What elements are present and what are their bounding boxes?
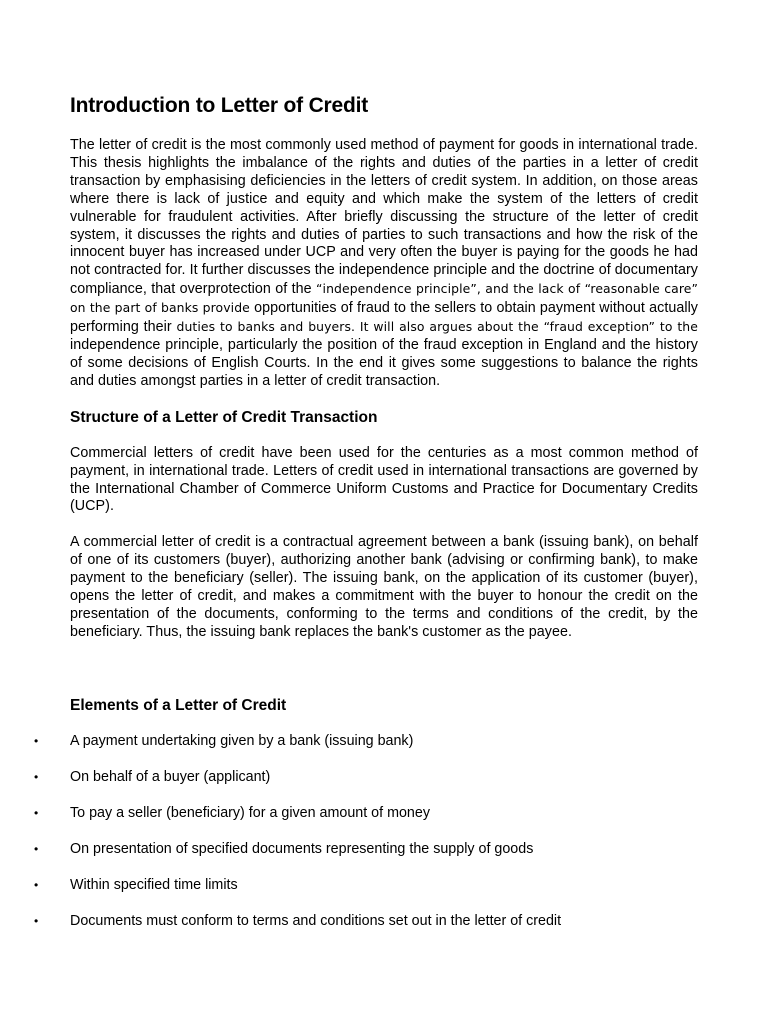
bullet-icon: • <box>34 841 39 856</box>
list-item <box>34 804 698 822</box>
list-item-text: To pay a seller (beneficiary) for a given amount of money <box>70 804 430 821</box>
bullet-icon: • <box>34 805 39 820</box>
intro-paragraph <box>70 137 698 391</box>
intro-text-1: The letter of credit is the most commonly used method of payment for goods in international trade. This thesis highlights the imbalance of the rights and duties of the parties in a letter of credit transaction by emphasising deficiencies in the letters of credit system. In addition, on those areas where there is lack of justice and equity and which make the system of the letters of credit vulnerable for fraudulent activities. After briefly discussing the structure of the letter of credit system, it discusses the rights and duties of parties to such transactions and how the risk of the innocent buyer has increased under UCP and very often the buyer is paying for the goods he had not contracted for. It further discusses the independence principle and the doctrine of documentary compliance, that overprotection of the <box>70 137 698 298</box>
list-item <box>34 732 698 750</box>
list-item-text: Documents must conform to terms and conditions set out in the letter of credit <box>70 912 562 929</box>
list-item-text: A payment undertaking given by a bank (issuing bank) <box>70 732 414 749</box>
bullet-icon: • <box>34 769 39 784</box>
intro-text-5: independence principle, particularly the position of the fraud exception in England and the history of some decisions of English Courts. In the end it gives some suggestions to balance the rights and duties amongst parties in a letter of credit transaction. <box>70 336 698 389</box>
list-item <box>34 912 698 930</box>
list-item-text: On presentation of specified documents representing the supply of goods <box>70 840 534 857</box>
list-item <box>34 876 698 894</box>
bullet-icon: • <box>34 913 39 928</box>
list-item-text: On behalf of a buyer (applicant) <box>70 768 271 785</box>
elements-heading: Elements of a Letter of Credit <box>70 696 287 714</box>
intro-text-4: duties to banks and buyers. It will also argues about the “fraud exception” to the <box>176 319 698 335</box>
bullet-icon: • <box>34 877 39 892</box>
list-item <box>34 840 698 858</box>
intro-text-2: “independence principle”, and the lack of “reasonable care” on the part of banks provide <box>70 281 699 316</box>
page-title: Introduction to Letter of Credit <box>70 94 369 117</box>
structure-heading: Structure of a Letter of Credit Transaction <box>70 408 378 426</box>
document-page <box>34 92 699 948</box>
intro-text-3: opportunities of fraud to the sellers to obtain payment without actually performing their <box>70 300 698 336</box>
list-item-text: Within specified time limits <box>70 876 238 893</box>
list-item <box>34 768 698 786</box>
elements-list <box>34 732 698 930</box>
bullet-icon: • <box>34 733 39 748</box>
structure-paragraph-1: Commercial letters of credit have been used for the centuries as a most common method of payment, in international trade. Letters of credit used in international transactions are governed by the International Chamber of Commerce Uniform Customs and Practice for Documentary Credits (UCP). <box>70 444 698 515</box>
structure-paragraph-2: A commercial letter of credit is a contractual agreement between a bank (issuing bank), on behalf of one of its customers (buyer), authorizing another bank (advising or confirming bank), to make payment to the beneficiary (seller). The issuing bank, on the application of its customer (buyer), opens the letter of credit, and makes a commitment with the buyer to honour the credit on the presentation of the documents, conforming to the terms and conditions of the credit, by the beneficiary. Thus, the issuing bank replaces the bank's customer as the payee. <box>70 534 698 640</box>
